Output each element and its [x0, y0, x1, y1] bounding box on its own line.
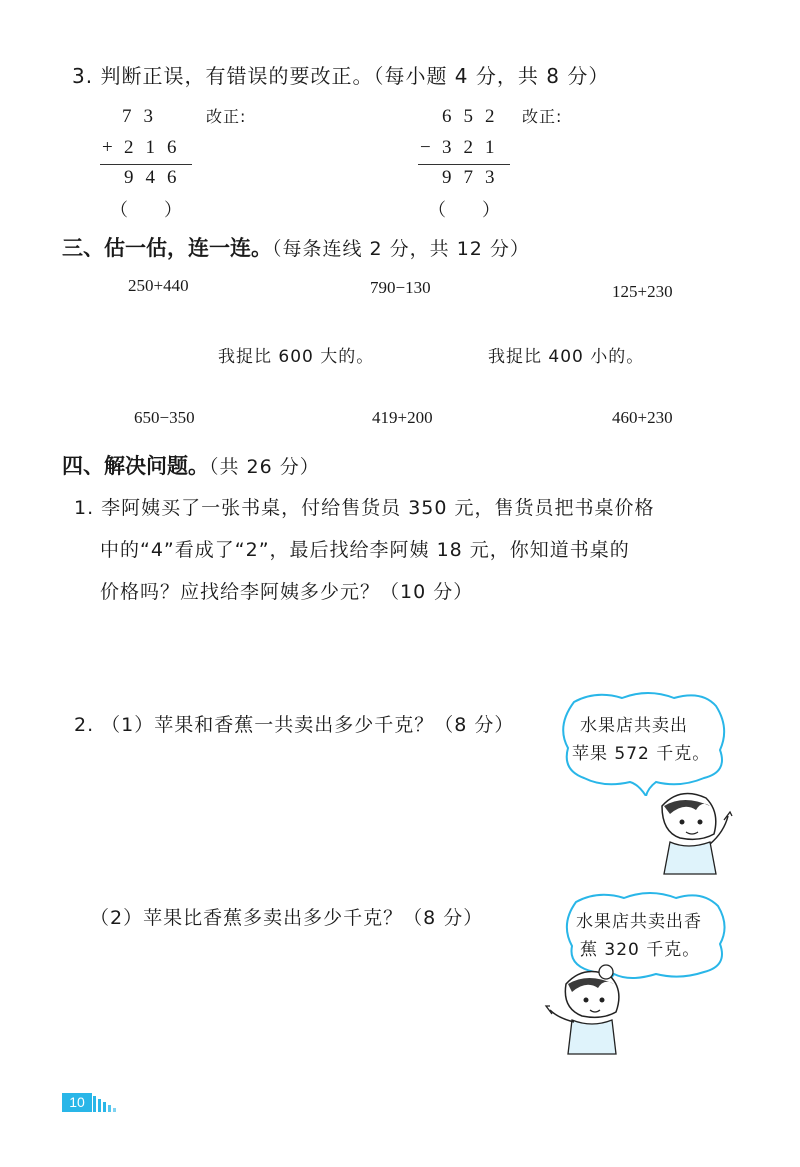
q3-title: 3. 判断正误，有错误的要改正。（每小题 4 分，共 8 分） — [72, 64, 610, 88]
vertical-subtraction — [418, 104, 518, 194]
bubble-2-line-2: 蕉 320 千克。 — [580, 940, 701, 960]
difference-line — [418, 164, 510, 165]
subtrahend: 321 — [442, 137, 507, 158]
section3-score: （每条连线 2 分，共 12 分） — [272, 238, 530, 260]
q1-line-1: 1. 李阿姨买了一张书桌，付给售货员 350 元，售货员把书桌价格 — [74, 497, 655, 519]
difference-result: 973 — [442, 167, 507, 188]
expr-bottom-3[interactable]: 460+230 — [612, 408, 673, 427]
minuend: 652 — [442, 106, 507, 127]
operator-minus: − — [420, 137, 431, 158]
section4-title: 四、解决问题。 — [62, 454, 209, 478]
section3-heading — [62, 232, 530, 262]
section4-heading — [62, 450, 320, 480]
bubble-1-line-1: 水果店共卖出 — [580, 716, 688, 736]
bubble-1-line-2: 苹果 572 千克。 — [572, 744, 711, 764]
expr-top-1[interactable]: 250+440 — [128, 276, 189, 295]
q2-part1: 2. （1）苹果和香蕉一共卖出多少千克？（8 分） — [74, 714, 515, 736]
section3-title: 三、估一估，连一连。 — [62, 236, 272, 260]
section4-score: （共 26 分） — [209, 456, 320, 478]
q2-part2: （2）苹果比香蕉多卖出多少千克？（8 分） — [90, 907, 484, 929]
vertical-addition — [100, 104, 200, 194]
page-number: 10 — [62, 1093, 92, 1112]
q1-line-2: 中的“4”看成了“2”，最后找给李阿姨 18 元，你知道书桌的 — [100, 539, 630, 561]
correction-label-b: 改正: — [522, 107, 563, 126]
addend-bottom: 216 — [124, 137, 189, 158]
expr-top-3[interactable]: 125+230 — [612, 282, 673, 301]
sum-result: 946 — [124, 167, 189, 188]
estimate-target-600[interactable]: 我捉比 600 大的。 — [218, 347, 375, 367]
q1-line-3: 价格吗？应找给李阿姨多少元？（10 分） — [100, 581, 474, 603]
girl-illustration-1 — [640, 786, 740, 876]
expr-bottom-1[interactable]: 650−350 — [134, 408, 195, 427]
expr-bottom-2[interactable]: 419+200 — [372, 408, 433, 427]
estimate-target-400[interactable]: 我捉比 400 小的。 — [488, 347, 645, 367]
judge-answer-a[interactable]: （ ） — [110, 200, 182, 220]
page-number-decoration — [93, 1096, 123, 1112]
bubble-2-line-1: 水果店共卖出香 — [576, 912, 702, 932]
sum-line — [100, 164, 192, 165]
judge-answer-b[interactable]: （ ） — [428, 200, 500, 220]
operator-plus: + — [102, 137, 113, 158]
expr-top-2[interactable]: 790−130 — [370, 278, 431, 297]
correction-label-a: 改正: — [206, 107, 247, 126]
girl-illustration-2 — [540, 960, 640, 1056]
addend-top: 73 — [122, 106, 165, 127]
